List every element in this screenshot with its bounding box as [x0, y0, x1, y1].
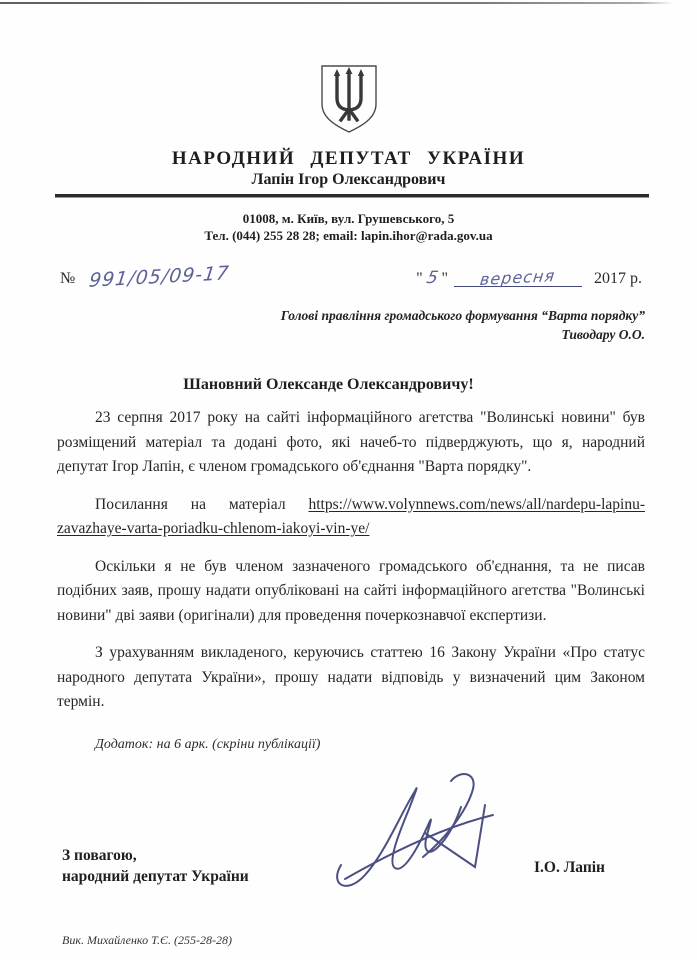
paragraph-legal-basis: З урахуванням викладеного, керуючись статтею 16 Закону України «Про статус народного депутата України», прошу надати відповідь у визначений цим Законом термін. [57, 644, 645, 710]
date-day-handwritten: 5 [424, 268, 440, 288]
date-year: 2017 р. [594, 270, 642, 287]
scan-edge-artifact [0, 2, 673, 4]
document-date-group [412, 265, 642, 290]
letterhead-divider [55, 194, 649, 197]
date-month-handwritten: вересня [479, 265, 557, 290]
reference-date-row [60, 262, 642, 292]
link-prefix-text: Посилання на матеріал [95, 495, 309, 513]
signer-name: І.О. Лапін [534, 858, 605, 876]
date-open-quote: " [416, 270, 423, 287]
addressee-org-line: Голові правління громадського формування “Варта порядку” [280, 308, 645, 323]
doc-number-label: № [60, 270, 76, 287]
executor-note: Вик. Михайленко Т.Є. (255-28-28) [62, 932, 233, 947]
paragraph-link [57, 493, 645, 542]
letterhead [0, 0, 697, 244]
doc-number-handwritten: 991/05/09-17 [88, 262, 231, 292]
letterhead-contact-block [0, 210, 697, 244]
signature-block [60, 809, 645, 909]
ukraine-trident-emblem [319, 64, 379, 134]
attachment-note: Додаток: на 6 арк. (скріни публікації) [95, 736, 321, 752]
closing-regards: З повагою, [62, 846, 137, 864]
letterhead-address: 01008, м. Київ, вул. Грушевського, 5 [242, 211, 455, 226]
paragraph-claim: 23 серпня 2017 року на сайті інформаційного агетства "Волинські новини" був розміщений матеріал та додані фото, які начеб-то підверджують, що я, народний депутат Ігор Лапін, є членом громадського об'єднання "Варта порядку". [57, 409, 645, 475]
closing-lines [62, 845, 249, 887]
closing-title: народний депутат України [62, 867, 249, 885]
article-url: https://www.volynnews.com/news/all/nardepu-lapinu-zavazhaye-varta-poriadku-chlenom-iakoyi-vin-ye/ [57, 495, 645, 537]
letterhead-title: НАРОДНИЙ ДЕПУТАТ УКРАЇНИ [171, 148, 526, 169]
letterhead-phone-email: Тел. (044) 255 28 28; email: lapin.ihor@rada.gov.ua [204, 228, 493, 243]
salutation: Шановний Олександе Олександровичу! [183, 376, 474, 393]
document-number-group [60, 262, 231, 292]
handwritten-signature [325, 767, 510, 912]
addressee-block [0, 306, 645, 344]
date-close-quote: " [441, 270, 448, 287]
addressee-person-line: Тиводару О.О. [561, 327, 645, 342]
paragraph-request: Оскільки я не був членом зазначеного громадського об'єднання, та не писав подібних заяв, прошу надати опубліковані на сайті інформаційного агетства "Волинські новини" дві заяви (оригінали) для проведення почеркознавчої експертизи. [57, 557, 645, 624]
letterhead-deputy-name: Лапін Ігор Олександрович [251, 171, 446, 188]
date-month-underline [454, 265, 582, 290]
